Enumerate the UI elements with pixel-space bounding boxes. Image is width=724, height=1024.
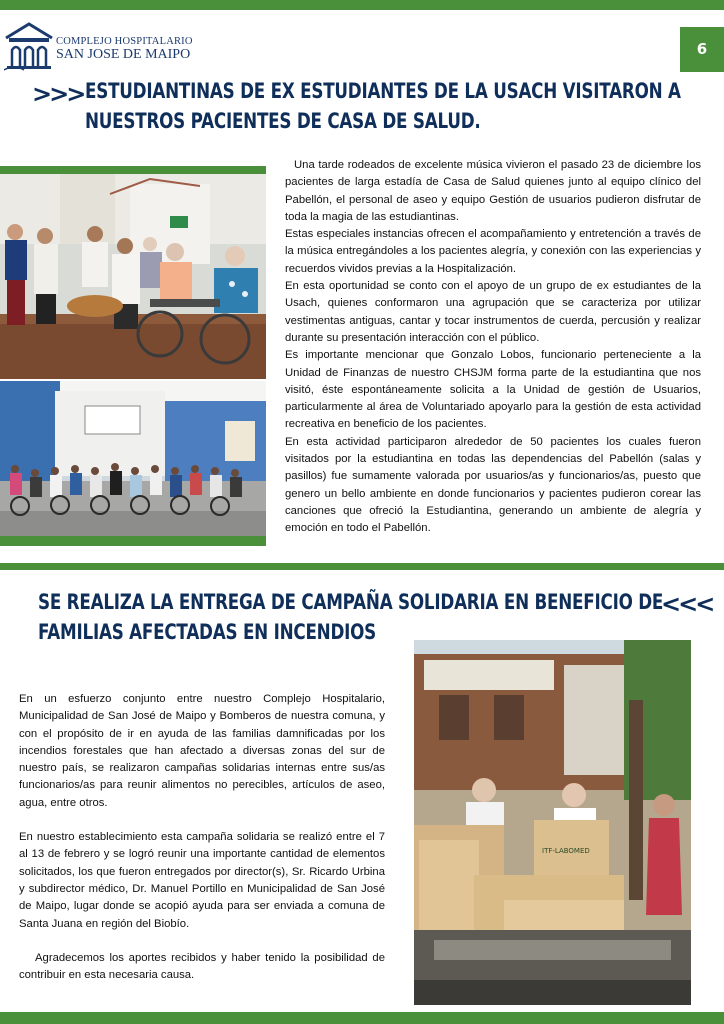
section1-title-line2: NUESTROS PACIENTES DE CASA DE SALUD.	[85, 109, 481, 134]
hospital-logo	[4, 20, 194, 72]
logo-line1: COMPLEJO HOSPITALARIO	[56, 36, 193, 47]
box-label: ITF-LABOMED	[542, 847, 590, 855]
section2-paragraph: En nuestro establecimiento esta campaña solidaria se realizó entre el 7 al 13 de febrero y se logró reunir una importante cantidad de elementos solicitados, los que fueron entregados por director(s), Sr. Ricardo Urbina y subdirector médico, Dr. Manuel Portillo en Municipalidad de San José de Maipo, lugar donde se acopió ayuda para ser enviada a comuna de Santa Juana en región del Biobío.	[19, 831, 385, 930]
section2-paragraph: Agradecemos los aportes recibidos y haber tenido la posibilidad de contribuir en esta necesaria causa.	[19, 951, 385, 982]
section1-title	[85, 77, 681, 137]
section1-paragraph: En esta oportunidad se conto con el apoyo de un grupo de ex estudiantes de la Usach, quienes conformaron una agrupación que se caracteriza por utilizar vestimentas antiguas, cantar y tocar instrumentos de cuerda, percusión y realizar durante su presentación interacción con el público.	[285, 280, 701, 344]
section2-paragraph: En un esfuerzo conjunto entre nuestro Complejo Hospitalario, Municipalidad de San José de Maipo y Bomberos de nuestra comuna, y con el propósito de ir en ayuda de las familias damnificadas por los incendios forestales que han afectado a diversas zonas del sur de nuestro país, se realizaron campañas solidarias internas entre sus/as funcionarios/as para reunir alimentos no perecibles, artículos de aseo, agua, entre otros.	[19, 693, 385, 809]
group-outdoor-photo	[0, 381, 266, 536]
hospital-building-icon	[4, 20, 54, 72]
bottom-green-bar	[0, 1012, 724, 1024]
section1-paragraph: En esta actividad participaron alrededor de 50 pacientes los cuales fueron visitados por la estudiantina en todas las dependencias del Pabellón (salas y pasillos) fue sumamente valorada por usuarios/as y funcionarios/as, puesto que genero un bello ambiente en donde funcionarios y pacientes pudieron corear las canciones que ofreció la Estudiantina, generando un ambiente de alegría y emoción en todo el Pabellón.	[285, 435, 701, 535]
photo-top-strip	[0, 166, 266, 174]
section2-body	[19, 691, 385, 1001]
right-arrows-icon: >>>	[32, 80, 84, 108]
top-green-bar	[0, 0, 724, 10]
section2-title-line2: FAMILIAS AFECTADAS EN INCENDIOS	[38, 620, 377, 645]
section1-paragraph: Es importante mencionar que Gonzalo Lobos, funcionario perteneciente a la Unidad de Finanzas de nuestro CHSJM forma parte de la estudiantina que nos visitó, éste espontáneamente solicita a la Unidad de gestión de Usuarios, particularmente al área de Voluntariado apoyarlo para la gestión de esta actividad recreativa en beneficio de los pacientes.	[285, 349, 701, 431]
page-number-badge: 6	[680, 27, 724, 72]
section1-paragraph: Estas especiales instancias ofrecen el acompañamiento y entretención a través de la música entregándoles a los pacientes alegría, y conexión con las experiencias y recuerdos vividos previas a la Hospitalización.	[285, 228, 701, 275]
donation-delivery-photo	[414, 640, 691, 1005]
section1-title-line1: ESTUDIANTINAS DE EX ESTUDIANTES DE LA USACH VISITARON A	[85, 79, 681, 104]
section2-title-line1: SE REALIZA LA ENTREGA DE CAMPAÑA SOLIDARIA EN BENEFICIO DE	[38, 590, 664, 615]
logo-line2: SAN JOSE DE MAIPO	[56, 47, 191, 62]
section-divider-bar	[0, 563, 724, 570]
photo-bottom-strip	[0, 536, 266, 546]
estudiantina-indoor-photo	[0, 174, 266, 379]
section2-title	[38, 588, 663, 648]
section1-body	[285, 157, 701, 538]
left-arrows-icon: <<<	[661, 590, 713, 618]
section1-paragraph: Una tarde rodeados de excelente música vivieron el pasado 23 de diciembre los pacientes de larga estadía de Casa de Salud quienes junto al equipo clínico del Pabellón, el personal de aseo y equipo Gestión de usuarios pudieron disfrutar de toda la magia de las estudiantinas.	[285, 159, 701, 223]
